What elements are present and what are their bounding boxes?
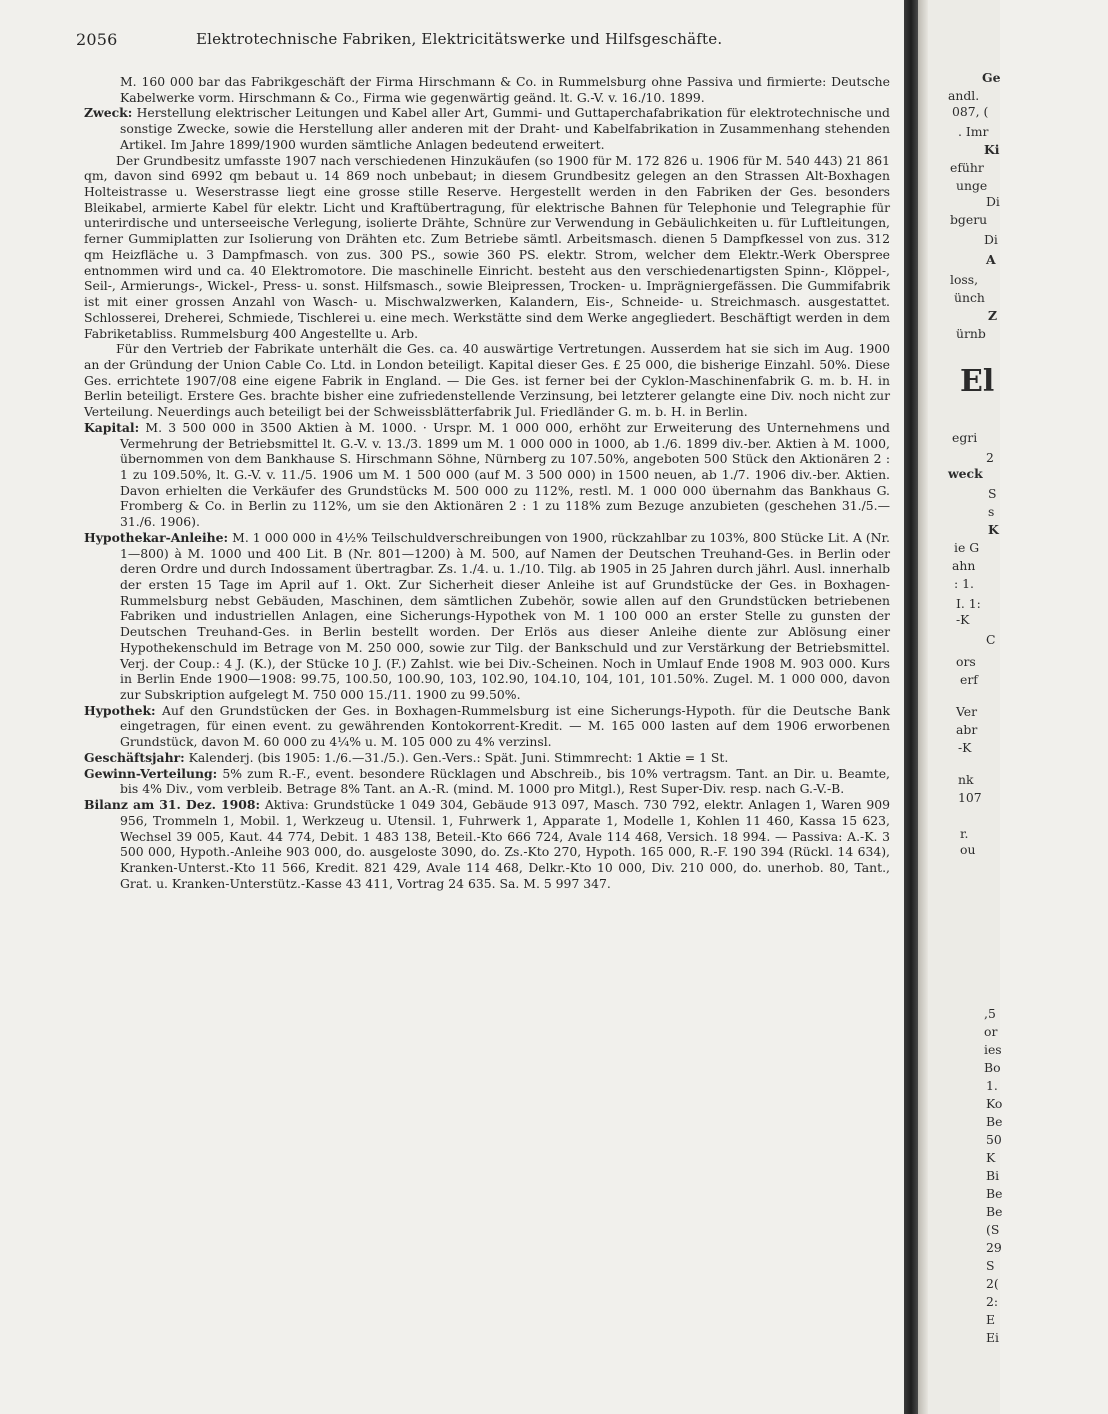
adjacent-page-fragment: loss, <box>950 272 979 287</box>
adjacent-page-fragment: El <box>960 364 995 399</box>
adjacent-page-edge <box>928 0 1003 1414</box>
paragraph <box>84 420 890 530</box>
adjacent-page-fragment: 1. <box>986 1078 998 1093</box>
adjacent-page-fragment: ie G <box>954 540 980 555</box>
section-label: Gewinn-Verteilung: <box>84 765 218 781</box>
adjacent-page-fragment: Bi <box>986 1168 1000 1183</box>
adjacent-page-fragment: eführ <box>950 160 984 175</box>
adjacent-page-fragment: Ei <box>986 1330 1000 1345</box>
paragraph <box>84 530 890 703</box>
adjacent-page-fragment: andl. <box>948 88 980 103</box>
adjacent-page-fragment: weck <box>948 466 983 481</box>
adjacent-page-fragment: I. 1: <box>956 596 981 611</box>
paragraph-text: M. 160 000 bar das Fabrikgeschäft der Firma Hirschmann & Co. in Rummelsburg ohne Passiva und firmierte: Deutsche Kabelwerke vorm. Hirschmann & Co., Firma wie gegenwärtig geänd. lt. G.-V. v. 16./10. 1899. <box>120 74 890 105</box>
paragraph-text: M. 3 500 000 in 3500 Aktien à M. 1000. · Urspr. M. 1 000 000, erhöht zur Erweiterung des Unternehmens und Vermehrung der Betriebsmittel lt. G.-V. v. 13./3. 1899 um M. 1 000 000 in 1000, ab 1./6. 1899 div.-ber. Aktien à M. 1000, übernommen von dem Bankhause S. Hirschmann Söhne, Nürnberg zu 107.50%, angeboten 500 Stück den Aktionären 2 : 1 zu 109.50%, lt. G.-V. v. 11./5. 1906 um M. 1 500 000 (auf M. 3 500 000) in 1500 neuen, ab 1./7. 1906 div.-ber. Aktien. Davon erhielten die Verkäufer des Grundstücks M. 500 000 zu 112%, restl. M. 1 000 000 übernahm das Bankhaus G. Fromberg & Co. in Berlin zu 112%, um sie den Aktionären 2 : 1 zu 118% zum Bezuge anzubieten (geschehen 31./5.—31./6. 1906). <box>120 419 890 530</box>
adjacent-page-fragment: Ver <box>956 704 978 719</box>
adjacent-page-fragment: 29 <box>986 1240 1002 1255</box>
adjacent-page-fragment: erf <box>960 672 978 687</box>
adjacent-page-fragment: -K <box>956 612 970 627</box>
adjacent-page-fragment: 2 <box>986 450 994 465</box>
book-gutter <box>904 0 918 1414</box>
paragraph-text: 5% zum R.-F., event. besondere Rücklagen und Abschreib., bis 10% vertragsm. Tant. an Dir. u. Beamte, bis 4% Div., vom verbleib. Betrage 8% Tant. an A.-R. (mind. M. 1000 pro Mitgl.), Rest Super-Div. resp. nach G.-V.-B. <box>120 765 890 797</box>
adjacent-page-fragment: ou <box>960 842 976 857</box>
adjacent-page-fragment: ünch <box>954 290 985 305</box>
section-label: Bilanz am 31. Dez. 1908: <box>84 797 261 813</box>
book-gutter-shadow <box>918 0 928 1414</box>
adjacent-page-fragment: Ko <box>986 1096 1003 1111</box>
adjacent-page-fragment: unge <box>956 178 988 193</box>
adjacent-page-fragment: Di <box>984 232 998 247</box>
adjacent-page-fragment: S <box>986 1258 995 1273</box>
paragraph <box>84 797 890 891</box>
adjacent-page-fragment: 087, ( <box>952 104 989 119</box>
article-body <box>84 74 890 891</box>
adjacent-page-fragment: ahn <box>952 558 976 573</box>
adjacent-page-fragment: 107 <box>958 790 982 805</box>
running-header <box>76 30 896 56</box>
section-label: Hypothekar-Anleihe: <box>84 529 229 545</box>
adjacent-page-fragment: ürnb <box>956 326 986 341</box>
adjacent-page-fragment: s <box>988 504 995 519</box>
paragraph <box>84 750 890 766</box>
paragraph-text: Auf den Grundstücken der Ges. in Boxhagen-Rummelsburg ist eine Sicherungs-Hypoth. für die Deutsche Bank eingetragen, für einen event. zu gewährenden Kontokorrent-Kredit. — M. 165 000 lasten auf dem 1906 erworbenen Grundstück, davon M. 60 000 zu 4¼% u. M. 105 000 zu 4% verzinsl. <box>120 702 890 750</box>
adjacent-page-fragment: (S <box>986 1222 1000 1237</box>
adjacent-page-fragment: . Imr <box>958 124 989 139</box>
paragraph <box>84 74 890 105</box>
paragraph <box>84 341 890 420</box>
paragraph-text: M. 1 000 000 in 4½% Teilschuldverschreibungen von 1900, rückzahlbar zu 103%, 800 Stücke Lit. A (Nr. 1—800) à M. 1000 und 400 Lit. B (Nr. 801—1200) à M. 500, auf Namen der Deutschen Treuhand-Ges. in Berlin oder deren Ordre und durch Indossament übertragbar. Zs. 1./4. u. 1./10. Tilg. ab 1905 in 25 Jahren durch jährl. Ausl. innerhalb der ersten 15 Tage im April auf 1. Okt. Zur Sicherheit dieser Anleihe ist auf Grundstücke der Ges. in Boxhagen-Rummelsburg nebst Gebäuden, Maschinen, dem sämtlichen Zubehör, sowie allen auf den Grundstücken betriebenen Fabriken und industriellen Anlagen, eine Sicherungs-Hypothek von M. 1 100 000 an erster Stelle zu gunsten der Deutschen Treuhand-Ges. in Berlin bestellt worden. Der Erlös aus dieser Anleihe diente zur Ablösung einer Hypothekenschuld im Betrage von M. 250 000, sowie zur Tilg. der Bankschuld und zur Verstärkung der Betriebsmittel. Verj. der Coup.: 4 J. (K.), der Stücke 10 J. (F.) Zahlst. wie bei Div.-Scheinen. Noch in Umlauf Ende 1908 M. 903 000. Kurs in Berlin Ende 1900—1908: 99.75, 100.50, 100.90, 103, 102.90, 104.10, 104, 101, 101.50%. Zugel. M. 1 000 000, davon zur Subskription aufgelegt M. 750 000 15./11. 1900 zu 99.50%. <box>120 529 890 703</box>
adjacent-page-fragment: : 1. <box>954 576 974 591</box>
paragraph <box>84 766 890 797</box>
adjacent-page-fragment: Ki <box>984 142 1000 157</box>
running-title: Elektrotechnische Fabriken, Elektricitätswerke und Hilfsgeschäfte. <box>196 30 723 48</box>
paragraph <box>84 153 890 342</box>
paragraph <box>84 105 890 152</box>
adjacent-page-fragment: 2: <box>986 1294 999 1309</box>
adjacent-page-fragment: Be <box>986 1186 1003 1201</box>
adjacent-page-fragment: Di <box>986 194 1000 209</box>
adjacent-page-fragment: 2( <box>986 1276 999 1291</box>
adjacent-page-fragment: egri <box>952 430 978 445</box>
paragraph-text: Für den Vertrieb der Fabrikate unterhält die Ges. ca. 40 auswärtige Vertretungen. Ausserdem hat sie sich im Aug. 1900 an der Gründung der Union Cable Co. Ltd. in London beteiligt. Kapital dieser Ges. £ 25 000, die bisherige Einzahl. 50%. Diese Ges. errichtete 1907/08 eine eigene Fabrik in England. — Die Ges. ist ferner bei der Cyklon-Maschinenfabrik G. m. b. H. in Berlin beteiligt. Erstere Ges. brachte bisher eine zufriedenstellende Verzinsung, bei letzterer gelangte eine Div. noch nicht zur Verteilung. Neuerdings auch beteiligt bei der Schweissblätterfabrik Jul. Friedländer G. m. b. H. in Berlin. <box>84 341 890 420</box>
adjacent-page-fragment: bgeru <box>950 212 988 227</box>
section-label: Hypothek: <box>84 702 156 718</box>
adjacent-page-fragment: Be <box>986 1204 1003 1219</box>
adjacent-page-fragment: or <box>984 1024 998 1039</box>
adjacent-page-fragment: A <box>986 252 996 267</box>
adjacent-page-fragment: ies <box>984 1042 1002 1057</box>
adjacent-page-fragment: C <box>986 632 996 647</box>
paragraph-text: Kalenderj. (bis 1905: 1./6.—31./5.). Gen.-Vers.: Spät. Juni. Stimmrecht: 1 Aktie = 1 St. <box>184 749 729 765</box>
adjacent-page-fragment: K <box>986 1150 996 1165</box>
adjacent-page-fragment: r. <box>960 826 969 841</box>
adjacent-page-fragment: 50 <box>986 1132 1002 1147</box>
adjacent-page-fragment: E <box>986 1312 996 1327</box>
adjacent-page-fragment: ors <box>956 654 976 669</box>
paragraph-text: Herstellung elektrischer Leitungen und Kabel aller Art, Gummi- und Guttaperchafabrikation für elektrotechnische und sonstige Zwecke, sowie die Herstellung aller anderen mit der Draht- und Kabelfabrikation in Zusammenhang stehenden Artikel. Im Jahre 1899/1900 wurden sämtliche Anlagen bedeutend erweitert. <box>120 105 890 152</box>
adjacent-page-fragment: abr <box>956 722 978 737</box>
section-label: Geschäftsjahr: <box>84 749 185 765</box>
adjacent-page-fragment: nk <box>958 772 974 787</box>
adjacent-page-fragment: Ge <box>982 70 1001 85</box>
adjacent-page-fragment: S <box>988 486 997 501</box>
adjacent-page-fragment: ,5 <box>984 1006 996 1021</box>
adjacent-page-fragment: Z <box>988 308 998 323</box>
adjacent-page-fragment: -K <box>958 740 972 755</box>
adjacent-page-fragment: K <box>988 522 999 537</box>
paragraph <box>84 703 890 750</box>
section-label: Kapital: <box>84 419 140 435</box>
page-number: 2056 <box>76 30 118 49</box>
adjacent-page-fragment: Be <box>986 1114 1003 1129</box>
paragraph-text: Der Grundbesitz umfasste 1907 nach verschiedenen Hinzukäufen (so 1900 für M. 172 826 u. 1906 für M. 540 443) 21 861 qm, davon sind 6992 qm bebaut u. 14 869 noch unbebaut; in diesem Grundbesitz gelegen an den Strassen Alt-Boxhagen Holteistrasse u. Weserstrasse liegt eine grosse stille Reserve. Hergestellt werden in den Fabriken der Ges. besonders Bleikabel, armierte Kabel für elektr. Licht und Kraftübertragung, für elektrische Bahnen für Telephonie und Telegraphie für unterirdische und unterseeische Verlegung, isolierte Drähte, Schnüre zur Verwendung in Gebäulichkeiten u. für Luftleitungen, ferner Gummiplatten zur Isolierung von Drähten etc. Zum Betriebe sämtl. Arbeitsmasch. dienen 5 Dampfkessel von zus. 312 qm Heizfläche u. 3 Dampfmasch. von zus. 300 PS., sowie 360 PS. elektr. Strom, welcher dem Elektr.-Werk Oberspree entnommen wird und ca. 40 Elektromotore. Die maschinelle Einricht. besteht aus den verschiedenartigsten Spinn-, Klöppel-, Seil-, Armierungs-, Wickel-, Press- u. sonst. Hilfsmasch., sowie Bleipressen, Trocken- u. Imprägniergefässen. Die Gummifabrik ist mit einer grossen Anzahl von Wasch- u. Mischwalzwerken, Kalandern, Eis-, Schneide- u. Streichmasch. ausgestattet. Schlosserei, Dreherei, Schmiede, Tischlerei u. eine mech. Werkstätte sind dem Werke angegliedert. Beschäftigt werden in dem Fabriketabliss. Rummelsburg 400 Angestellte u. Arb. <box>84 152 890 341</box>
paragraph-text: Aktiva: Grundstücke 1 049 304, Gebäude 913 097, Masch. 730 792, elektr. Anlagen 1, Waren 909 956, Trommeln 1, Mobil. 1, Werkzeug u. Utensil. 1, Fuhrwerk 1, Apparate 1, Modelle 1, Kohlen 11 460, Kassa 15 623, Wechsel 39 005, Kaut. 44 774, Debit. 1 483 138, Beteil.-Kto 666 724, Avale 114 468, Versich. 18 994. — Passiva: A.-K. 3 500 000, Hypoth.-Anleihe 903 000, do. ausgeloste 3090, do. Zs.-Kto 270, Hypoth. 165 000, R.-F. 190 394 (Rückl. 14 634), Kranken-Unterst.-Kto 11 566, Kredit. 821 429, Avale 114 468, Delkr.-Kto 10 000, Div. 210 000, do. unerhob. 80, Tant., Grat. u. Kranken-Unterstütz.-Kasse 43 411, Vortrag 24 635. Sa. M. 5 997 347. <box>120 797 890 891</box>
adjacent-page-fragment: Bo <box>984 1060 1001 1075</box>
section-label: Zweck: <box>84 105 133 121</box>
